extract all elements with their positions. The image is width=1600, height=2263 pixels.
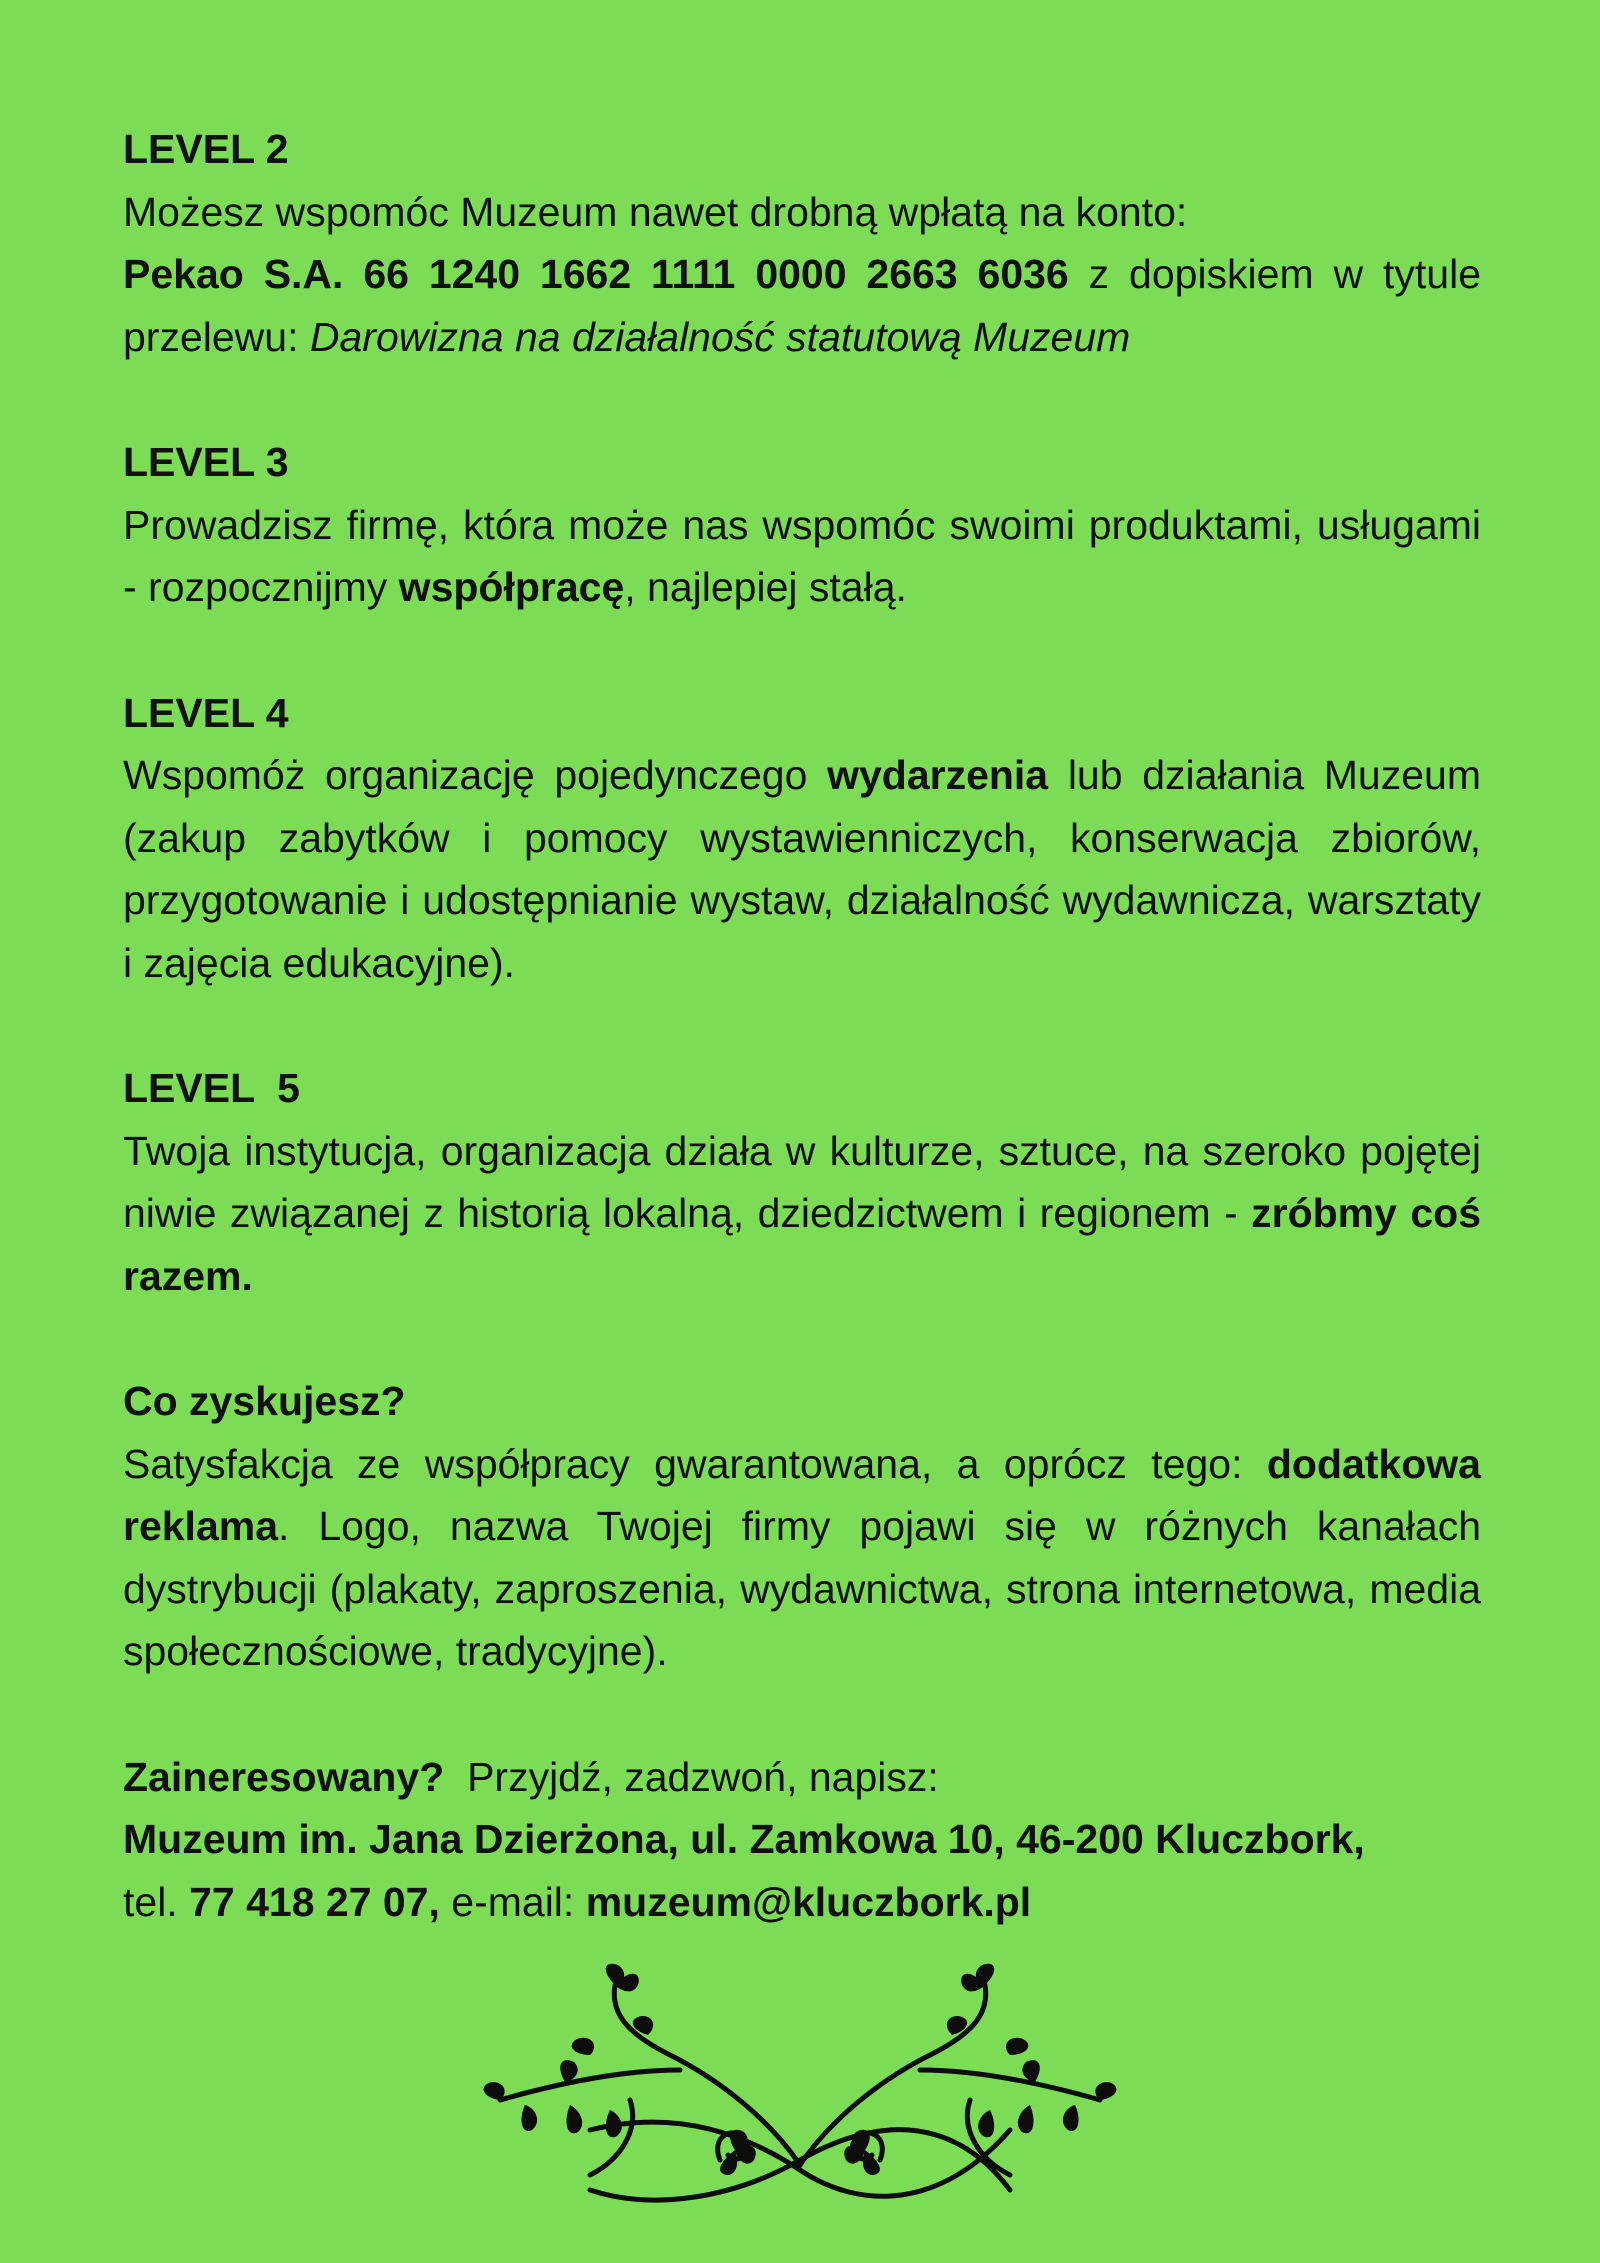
email-label: e-mail: [439,1878,586,1925]
contact-invite: Przyjdź, zadzwoń, napisz: [444,1753,939,1800]
contact-address [123,1808,1481,1871]
tel-label: tel. [123,1878,190,1925]
section-level-4 [123,682,1481,995]
level-4-paragraph [123,744,1481,994]
level-4-bold: wydarzenia [827,752,1049,798]
transfer-title: Darowizna na działalność statutową Muzeum [309,313,1131,360]
level-3-bold: współpracę [398,564,625,610]
level-5-text: Twoja instytucja, organizacja działa w kulturze, sztuce, na szeroko pojętej niwie związanej z historią lokalną, dziedzictwem i regionem - [123,1127,1481,1236]
level-4-text-end: lub działania Muzeum (zakup zabytków i pomocy wystawienniczych, konserwacja zbiorów, przygotowanie i udostępnianie wystaw, działalność wydawnicza, warsztaty i zajęcia edukacyjne). [123,752,1481,986]
level-4-heading: LEVEL 4 [123,689,289,736]
contact-heading: Zaineresowany? [123,1753,445,1800]
email-address[interactable]: muzeum@kluczbork.pl [585,1878,1032,1925]
level-4-text: Wspomóż organizację pojedynczego [123,752,828,798]
floral-vine-ornament-icon [470,1960,1130,2210]
section-benefits [123,1370,1481,1683]
level-3-text-end: , najlepiej stałą. [624,564,907,610]
level-2-heading: LEVEL 2 [123,126,289,172]
benefits-bold: dodatkowa reklama [123,1440,1481,1549]
level-2-account-paragraph [123,243,1481,368]
section-level-3 [123,431,1481,619]
benefits-text: Satysfakcja ze współpracy gwarantowana, a oprócz tego: [123,1440,1267,1487]
contact-line-1 [123,1746,1481,1809]
section-level-5 [123,1057,1481,1307]
benefits-heading: Co zyskujesz? [123,1378,406,1424]
bank-account: Pekao S.A. 66 1240 1662 1111 0000 2663 6036 [123,251,1069,297]
account-note: z dopiskiem w tytule przelewu: [123,251,1481,360]
level-3-heading: LEVEL 3 [123,439,289,485]
contact-line-3 [123,1871,1481,1934]
level-5-bold: zróbmy coś razem. [123,1190,1481,1299]
benefits-text-end: . Logo, nazwa Twojej firmy pojawi się w różnych kanałach dystrybucji (plakaty, zaproszenia, wydawnictwa, strona internetowa, media społecznościowe, tradycyjne). [123,1503,1481,1674]
level-5-paragraph [123,1120,1481,1308]
section-level-2 [123,118,1481,368]
level-5-heading: LEVEL 5 [123,1065,300,1111]
level-3-paragraph [123,494,1481,619]
content [123,118,1481,1996]
section-contact [123,1746,1481,1934]
tel-number: 77 418 27 07, [189,1878,440,1925]
level-3-text: Prowadzisz firmę, która może nas wspomóc swoimi produktami, usługami - rozpocznijmy [123,501,1481,610]
level-2-line1: Możesz wspomóc Muzeum nawet drobną wpłatą na konto: [123,188,1188,235]
museum-address: Muzeum im. Jana Dzierżona, ul. Zamkowa 10, 46-200 Kluczbork, [123,1816,1365,1862]
benefits-paragraph [123,1433,1481,1683]
